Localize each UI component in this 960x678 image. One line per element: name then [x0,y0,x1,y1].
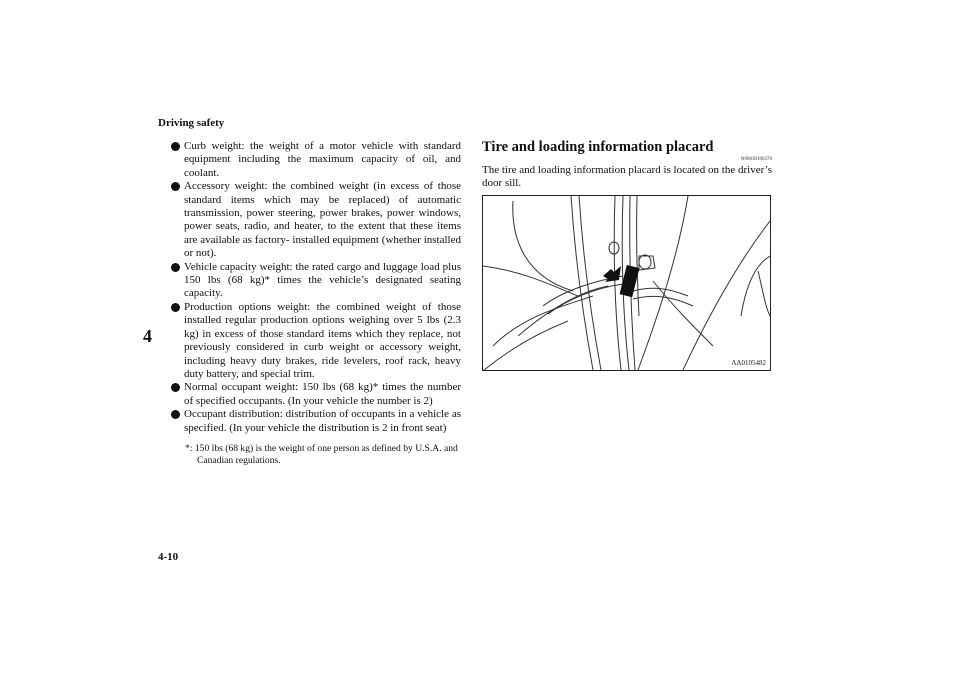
page-number: 4-10 [158,551,179,563]
definition-text: Curb weight: the weight of a motor vehicle with standard equipment including the maximum capacity of oil, and coolant. [184,140,461,179]
definitions-column [171,140,461,467]
bullet-icon [171,142,180,151]
definition-text: Accessory weight: the combined weight (in excess of those standard items which may be replaced) of automatic transmission, power steering, power brakes, power windows, power seats, radio, and heater, to the extent that these items are available as factory- installed equipment (whether installed or not). [184,180,461,260]
definition-accessory-weight [171,180,461,260]
placard-section [482,138,772,191]
door-sill-drawing [483,196,770,370]
bullet-icon [171,383,180,392]
bullet-icon [171,263,180,272]
chapter-number: 4 [143,326,152,346]
definition-occupant-distribution [171,408,461,435]
section-text: The tire and loading information placard is located on the driver’s door sill. [482,164,772,190]
definition-curb-weight [171,140,461,180]
figure-label: AA0105482 [731,359,766,367]
bullet-icon [171,303,180,312]
section-title: Tire and loading information placard [482,139,714,155]
bullet-icon [171,182,180,191]
footnote: *: 150 lbs (68 kg) is the weight of one person as defined by U.S.A. and Canadian regulations. [185,442,458,466]
definition-vehicle-capacity-weight [171,261,461,301]
running-header: Driving safety [158,117,225,129]
bullet-icon [171,410,180,419]
definition-text: Occupant distribution: distribution of occupants in a vehicle as specified. (In your vehicle the distribution is 2 in front seat) [184,408,461,434]
section-code: N00630100370 [740,157,772,162]
definition-text: Normal occupant weight: 150 lbs (68 kg)* times the number of specified occupants. (In your vehicle the number is 2) [184,381,461,407]
door-sill-illustration [482,195,771,371]
definition-production-options-weight [171,301,461,381]
definition-text: Production options weight: the combined weight of those installed regular production options weighing over 5 lbs (2.3 kg) in excess of those standard items which they replace, not previously considered in curb weight or accessory weight, including heavy duty brakes, ride levelers, roof rack, heavy duty battery, and special trim. [184,300,461,380]
definition-text: Vehicle capacity weight: the rated cargo and luggage load plus 150 lbs (68 kg)* times the vehicle’s designated seating capacity. [184,260,461,300]
definition-normal-occupant-weight [171,381,461,408]
